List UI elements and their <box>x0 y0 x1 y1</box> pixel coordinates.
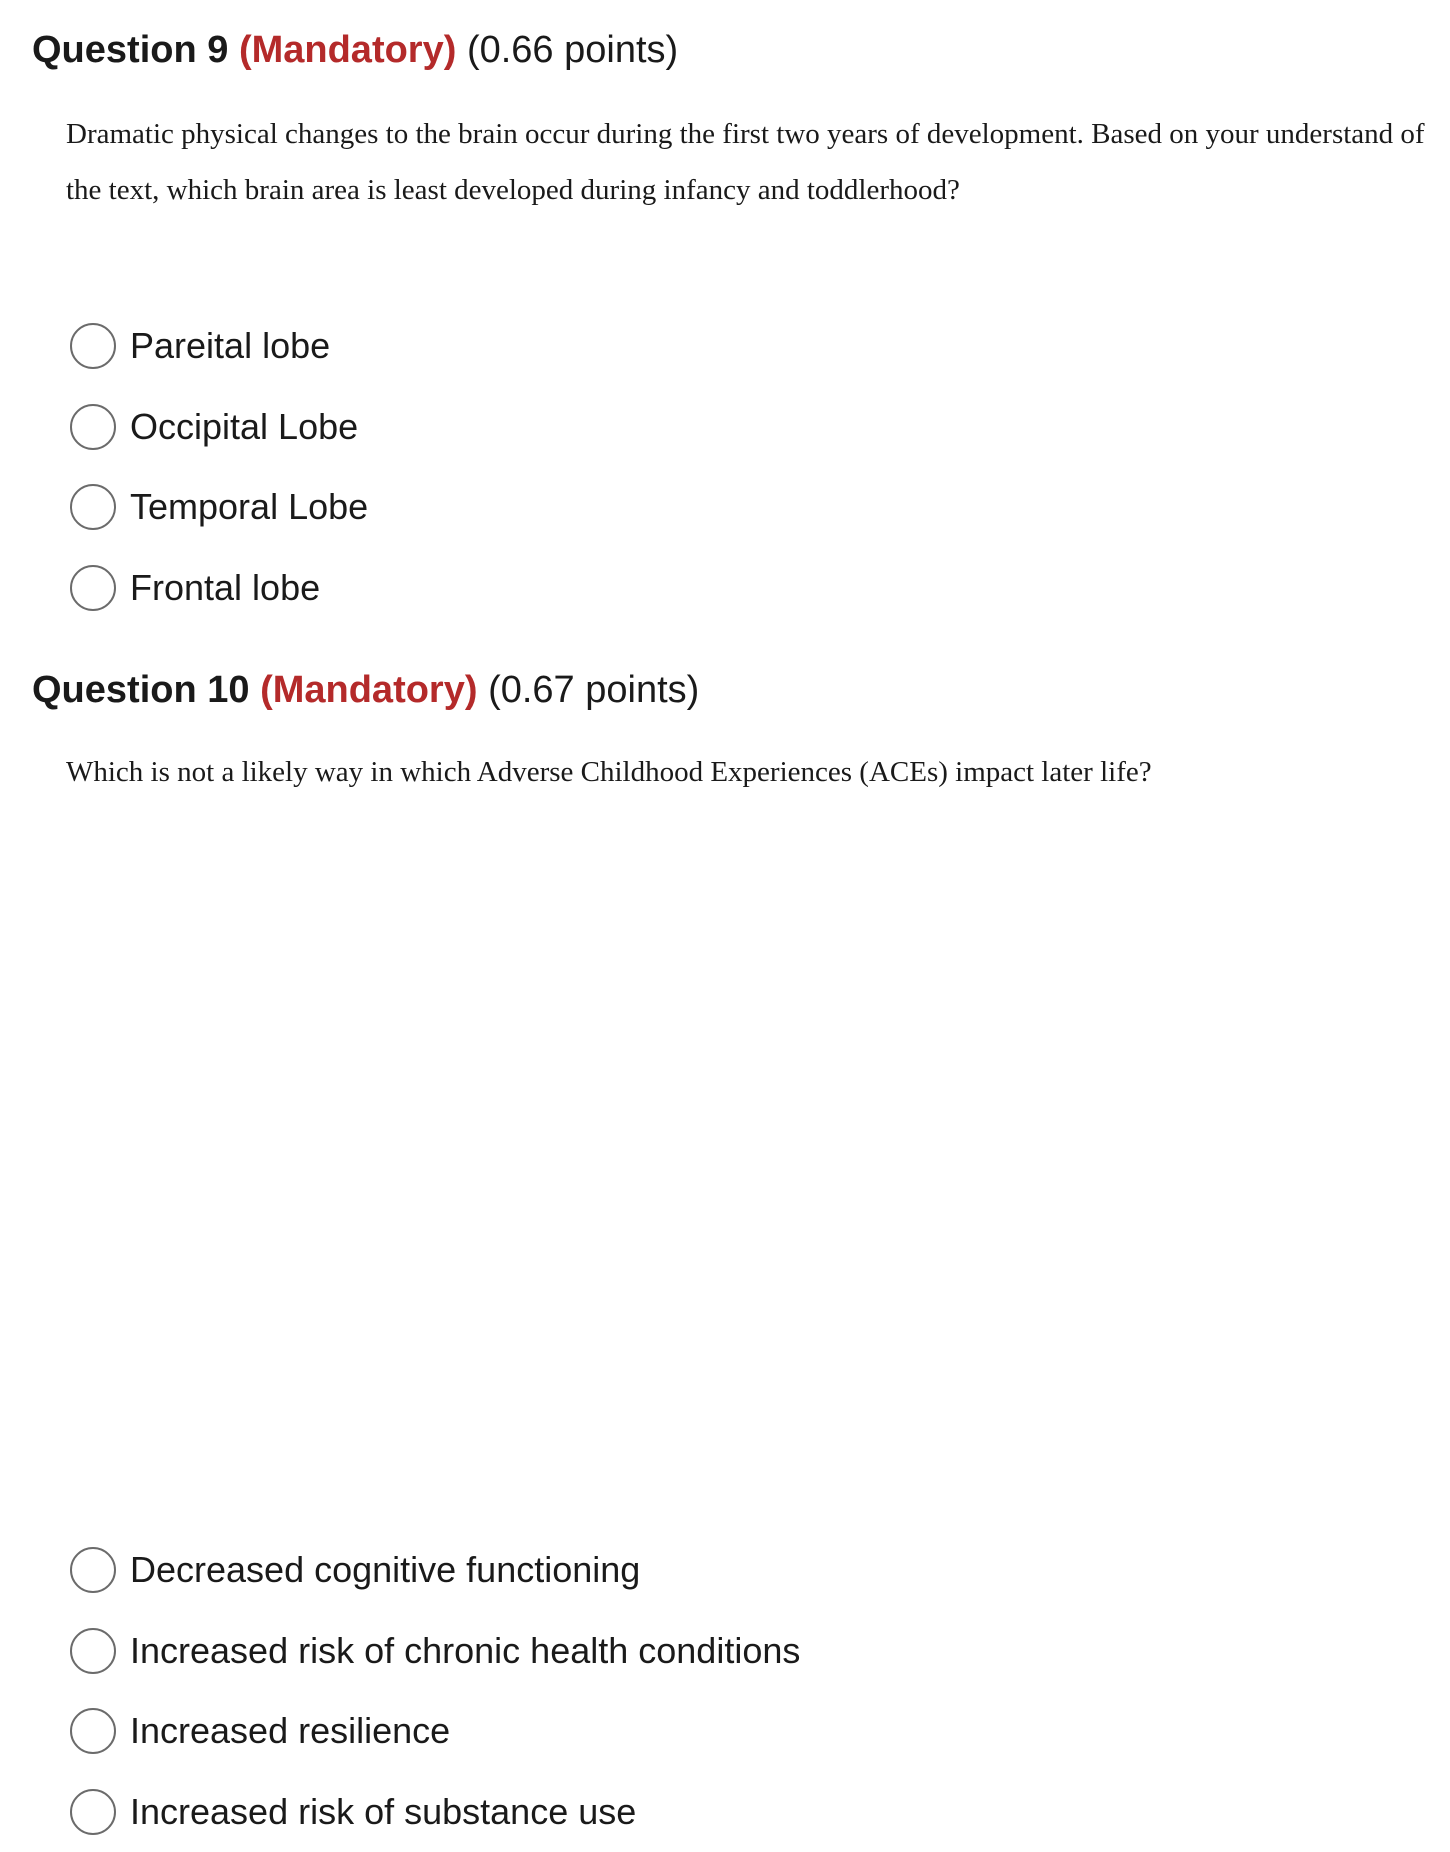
answer-option[interactable] <box>70 1611 800 1692</box>
radio-unchecked-icon[interactable] <box>70 565 116 611</box>
answer-option[interactable] <box>70 387 368 468</box>
radio-unchecked-icon[interactable] <box>70 404 116 450</box>
answer-options <box>70 1530 800 1852</box>
option-label[interactable]: Increased resilience <box>130 1710 450 1752</box>
answer-option[interactable] <box>70 467 368 548</box>
question-header <box>32 662 1450 718</box>
option-label[interactable]: Occipital Lobe <box>130 406 358 448</box>
option-label[interactable]: Temporal Lobe <box>130 486 368 528</box>
option-label[interactable]: Frontal lobe <box>130 567 320 609</box>
answer-option[interactable] <box>70 548 368 629</box>
question-prompt: Dramatic physical changes to the brain occur during the first two years of development. Based on your understand of the text, which brain area is least developed during infancy and toddlerhood? <box>66 106 1436 218</box>
option-label[interactable]: Decreased cognitive functioning <box>130 1549 640 1591</box>
radio-unchecked-icon[interactable] <box>70 1708 116 1754</box>
points-label: (0.66 points) <box>467 29 678 71</box>
question-header <box>32 22 1450 78</box>
answer-option[interactable] <box>70 1772 800 1852</box>
radio-unchecked-icon[interactable] <box>70 1628 116 1674</box>
mandatory-label: (Mandatory) <box>260 669 477 711</box>
option-label[interactable]: Pareital lobe <box>130 325 330 367</box>
mandatory-label: (Mandatory) <box>239 29 456 71</box>
question-10 <box>32 662 1450 718</box>
radio-unchecked-icon[interactable] <box>70 484 116 530</box>
answer-option[interactable] <box>70 1691 800 1772</box>
question-9 <box>32 22 1450 78</box>
radio-unchecked-icon[interactable] <box>70 1547 116 1593</box>
option-label[interactable]: Increased risk of substance use <box>130 1791 636 1833</box>
question-prompt: Which is not a likely way in which Adverse Childhood Experiences (ACEs) impact later life? <box>66 744 1436 800</box>
answer-option[interactable] <box>70 1530 800 1611</box>
answer-options <box>70 306 368 628</box>
points-label: (0.67 points) <box>488 669 699 711</box>
question-title: Question 9 <box>32 29 228 71</box>
option-label[interactable]: Increased risk of chronic health conditions <box>130 1630 800 1672</box>
radio-unchecked-icon[interactable] <box>70 1789 116 1835</box>
radio-unchecked-icon[interactable] <box>70 323 116 369</box>
answer-option[interactable] <box>70 306 368 387</box>
question-title: Question 10 <box>32 669 250 711</box>
